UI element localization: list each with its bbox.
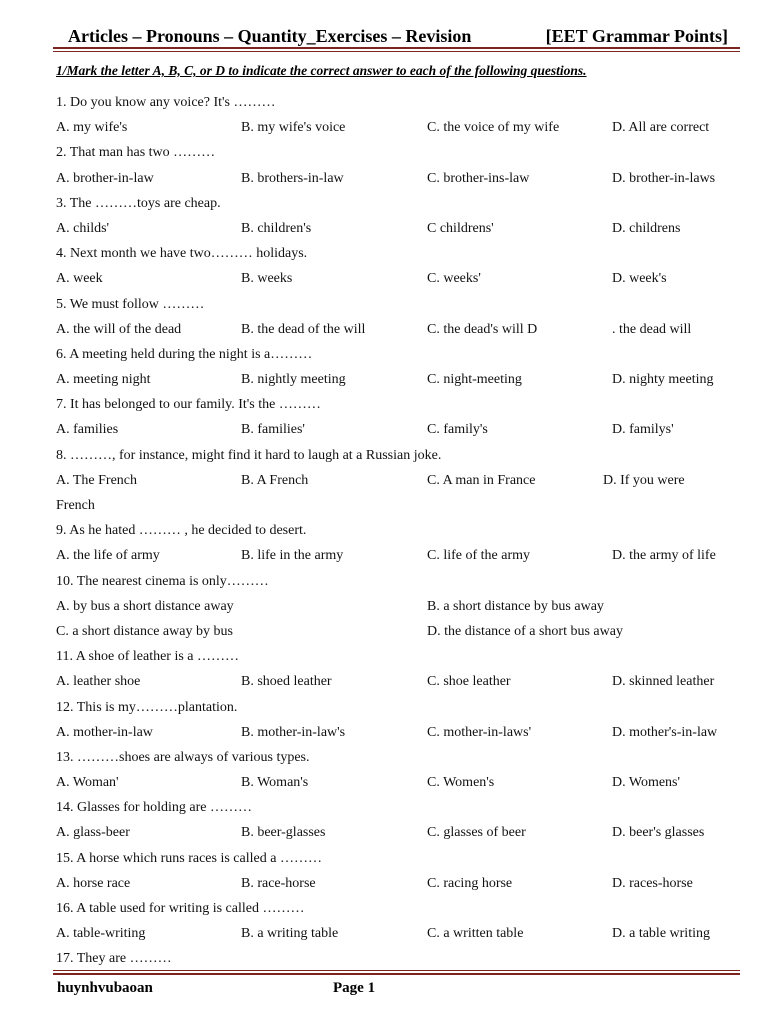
document-title: Articles – Pronouns – Quantity_Exercises – Revision: [68, 26, 472, 46]
question-list: [0, 90, 768, 972]
footer-rule-thick: [53, 973, 740, 975]
answer-option: B. life in the army: [241, 548, 344, 564]
question-line: [0, 846, 768, 871]
question-text: 10. The nearest cinema is only………: [56, 573, 269, 589]
answer-option: D. childrens: [612, 220, 681, 236]
question-text: 13. ………shoes are always of various types.: [56, 749, 310, 765]
answer-option: A. meeting night: [56, 372, 151, 388]
answer-option: D. a table writing: [612, 926, 710, 942]
answer-option: D. nighty meeting: [612, 372, 714, 388]
answer-option: B. Woman's: [241, 775, 309, 791]
answer-option: C. shoe leather: [427, 674, 511, 690]
answer-option: A. leather shoe: [56, 674, 141, 690]
answer-option: A. by bus a short distance away: [56, 598, 234, 614]
question-text: 14. Glasses for holding are ………: [56, 800, 252, 816]
footer-author: huynhvubaoan: [57, 980, 153, 996]
options-line: [0, 468, 768, 493]
answer-option: B. weeks: [241, 271, 293, 287]
answer-option: C. A man in France: [427, 472, 536, 488]
question-text: 4. Next month we have two……… holidays.: [56, 246, 308, 262]
options-line: [0, 417, 768, 442]
answer-option: A. families: [56, 422, 119, 438]
answer-option: D. races-horse: [612, 875, 693, 891]
answer-option: C. a written table: [427, 926, 524, 942]
answer-option: A. Woman': [56, 775, 119, 791]
answer-option: B. A French: [241, 472, 309, 488]
question-line: [0, 946, 768, 971]
question-line: [0, 191, 768, 216]
question-text: 2. That man has two ………: [56, 145, 216, 161]
answer-option: C. life of the army: [427, 548, 531, 564]
options-line: [0, 166, 768, 191]
answer-option: D. week's: [612, 271, 667, 287]
answer-option: B. my wife's voice: [241, 120, 346, 136]
answer-option: A. my wife's: [56, 120, 128, 136]
question-line: [0, 896, 768, 921]
question-text: French: [56, 498, 95, 513]
footer-rule-thin: [53, 970, 740, 971]
answer-option: A. the will of the dead: [56, 321, 182, 337]
answer-option: A. the life of army: [56, 548, 160, 564]
header-rule-thick: [53, 47, 740, 49]
footer-page-number: Page 1: [333, 980, 376, 996]
options-line: [0, 317, 768, 342]
question-line: [0, 241, 768, 266]
question-line: [0, 443, 768, 468]
answer-option: . the dead will: [612, 321, 692, 337]
options-line: [0, 367, 768, 392]
question-text: 3. The ………toys are cheap.: [56, 195, 221, 211]
question-line: [0, 493, 768, 518]
answer-option: C. Women's: [427, 775, 495, 791]
question-line: [0, 745, 768, 770]
answer-option: A. horse race: [56, 875, 131, 891]
series-tag: [EET Grammar Points]: [545, 26, 728, 46]
answer-option: C childrens': [427, 220, 494, 236]
options-line: [0, 669, 768, 694]
answer-option: A. glass-beer: [56, 825, 130, 841]
answer-option: A. table-writing: [56, 926, 146, 942]
options-line: [0, 619, 768, 644]
answer-option: B. nightly meeting: [241, 372, 346, 388]
answer-option: D. Womens': [612, 775, 681, 791]
options-line: [0, 115, 768, 140]
answer-option: C. brother-ins-law: [427, 170, 530, 186]
page-header: [0, 26, 768, 48]
answer-option: C. a short distance away by bus: [56, 623, 233, 639]
question-line: [0, 644, 768, 669]
question-line: [0, 90, 768, 115]
question-line: [0, 518, 768, 543]
answer-option: A. childs': [56, 220, 110, 236]
answer-option: C. the voice of my wife: [427, 120, 560, 136]
options-line: [0, 266, 768, 291]
answer-option: B. race-horse: [241, 875, 316, 891]
options-line: [0, 871, 768, 896]
answer-option: A. mother-in-law: [56, 724, 153, 740]
answer-option: C. the dead's will D: [427, 321, 538, 337]
question-line: [0, 795, 768, 820]
answer-option: B. families': [241, 422, 305, 438]
question-text: 6. A meeting held during the night is a………: [56, 346, 313, 362]
question-text: 5. We must follow ………: [56, 296, 205, 312]
answer-option: D. skinned leather: [612, 674, 715, 690]
answer-option: C. night-meeting: [427, 372, 522, 388]
question-text: 16. A table used for writing is called ………: [56, 901, 305, 916]
answer-option: B. children's: [241, 220, 312, 236]
question-line: [0, 569, 768, 594]
answer-option: B. the dead of the will: [241, 321, 366, 337]
answer-option: D. the distance of a short bus away: [427, 623, 623, 639]
question-text: 12. This is my………plantation.: [56, 699, 238, 715]
question-line: [0, 292, 768, 317]
question-text: 17. They are ………: [56, 951, 172, 967]
answer-option: B. shoed leather: [241, 674, 332, 690]
answer-option: D. the army of life: [612, 548, 716, 564]
answer-option: B. a writing table: [241, 926, 339, 942]
answer-option: D. beer's glasses: [612, 825, 705, 841]
answer-option: D. If you were: [603, 472, 685, 488]
answer-option: C. mother-in-laws': [427, 724, 532, 740]
question-text: 8. ………, for instance, might find it hard to laugh at a Russian joke.: [56, 447, 442, 463]
answer-option: C. family's: [427, 422, 488, 438]
answer-option: B. beer-glasses: [241, 825, 326, 841]
question-text: 9. As he hated ……… , he decided to desert.: [56, 523, 307, 539]
question-text: 1. Do you know any voice? It's ………: [56, 95, 276, 110]
options-line: [0, 216, 768, 241]
options-line: [0, 921, 768, 946]
answer-option: C. weeks': [427, 271, 481, 287]
answer-option: B. mother-in-law's: [241, 724, 346, 740]
answer-option: D. brother-in-laws: [612, 170, 716, 186]
question-text: 7. It has belonged to our family. It's the ………: [56, 397, 321, 413]
question-text: 15. A horse which runs races is called a ………: [56, 850, 322, 866]
answer-option: D. mother's-in-law: [612, 724, 718, 740]
options-line: [0, 594, 768, 619]
question-line: [0, 695, 768, 720]
answer-option: C. glasses of beer: [427, 825, 526, 841]
answer-option: D. All are correct: [612, 120, 710, 136]
options-line: [0, 820, 768, 845]
header-rule-thin: [53, 51, 740, 52]
question-line: [0, 140, 768, 165]
answer-option: D. familys': [612, 422, 674, 438]
question-text: 11. A shoe of leather is a ………: [56, 649, 240, 665]
answer-option: A. brother-in-law: [56, 170, 154, 186]
options-line: [0, 770, 768, 795]
options-line: [0, 720, 768, 745]
answer-option: A. The French: [56, 472, 137, 488]
answer-option: B. a short distance by bus away: [427, 598, 604, 614]
answer-option: B. brothers-in-law: [241, 170, 344, 186]
question-line: [0, 392, 768, 417]
question-line: [0, 342, 768, 367]
options-line: [0, 543, 768, 568]
answer-option: A. week: [56, 271, 103, 287]
answer-option: C. racing horse: [427, 875, 513, 891]
instruction-text: 1/Mark the letter A, B, C, or D to indicate the correct answer to each of the following questions.: [56, 63, 587, 78]
